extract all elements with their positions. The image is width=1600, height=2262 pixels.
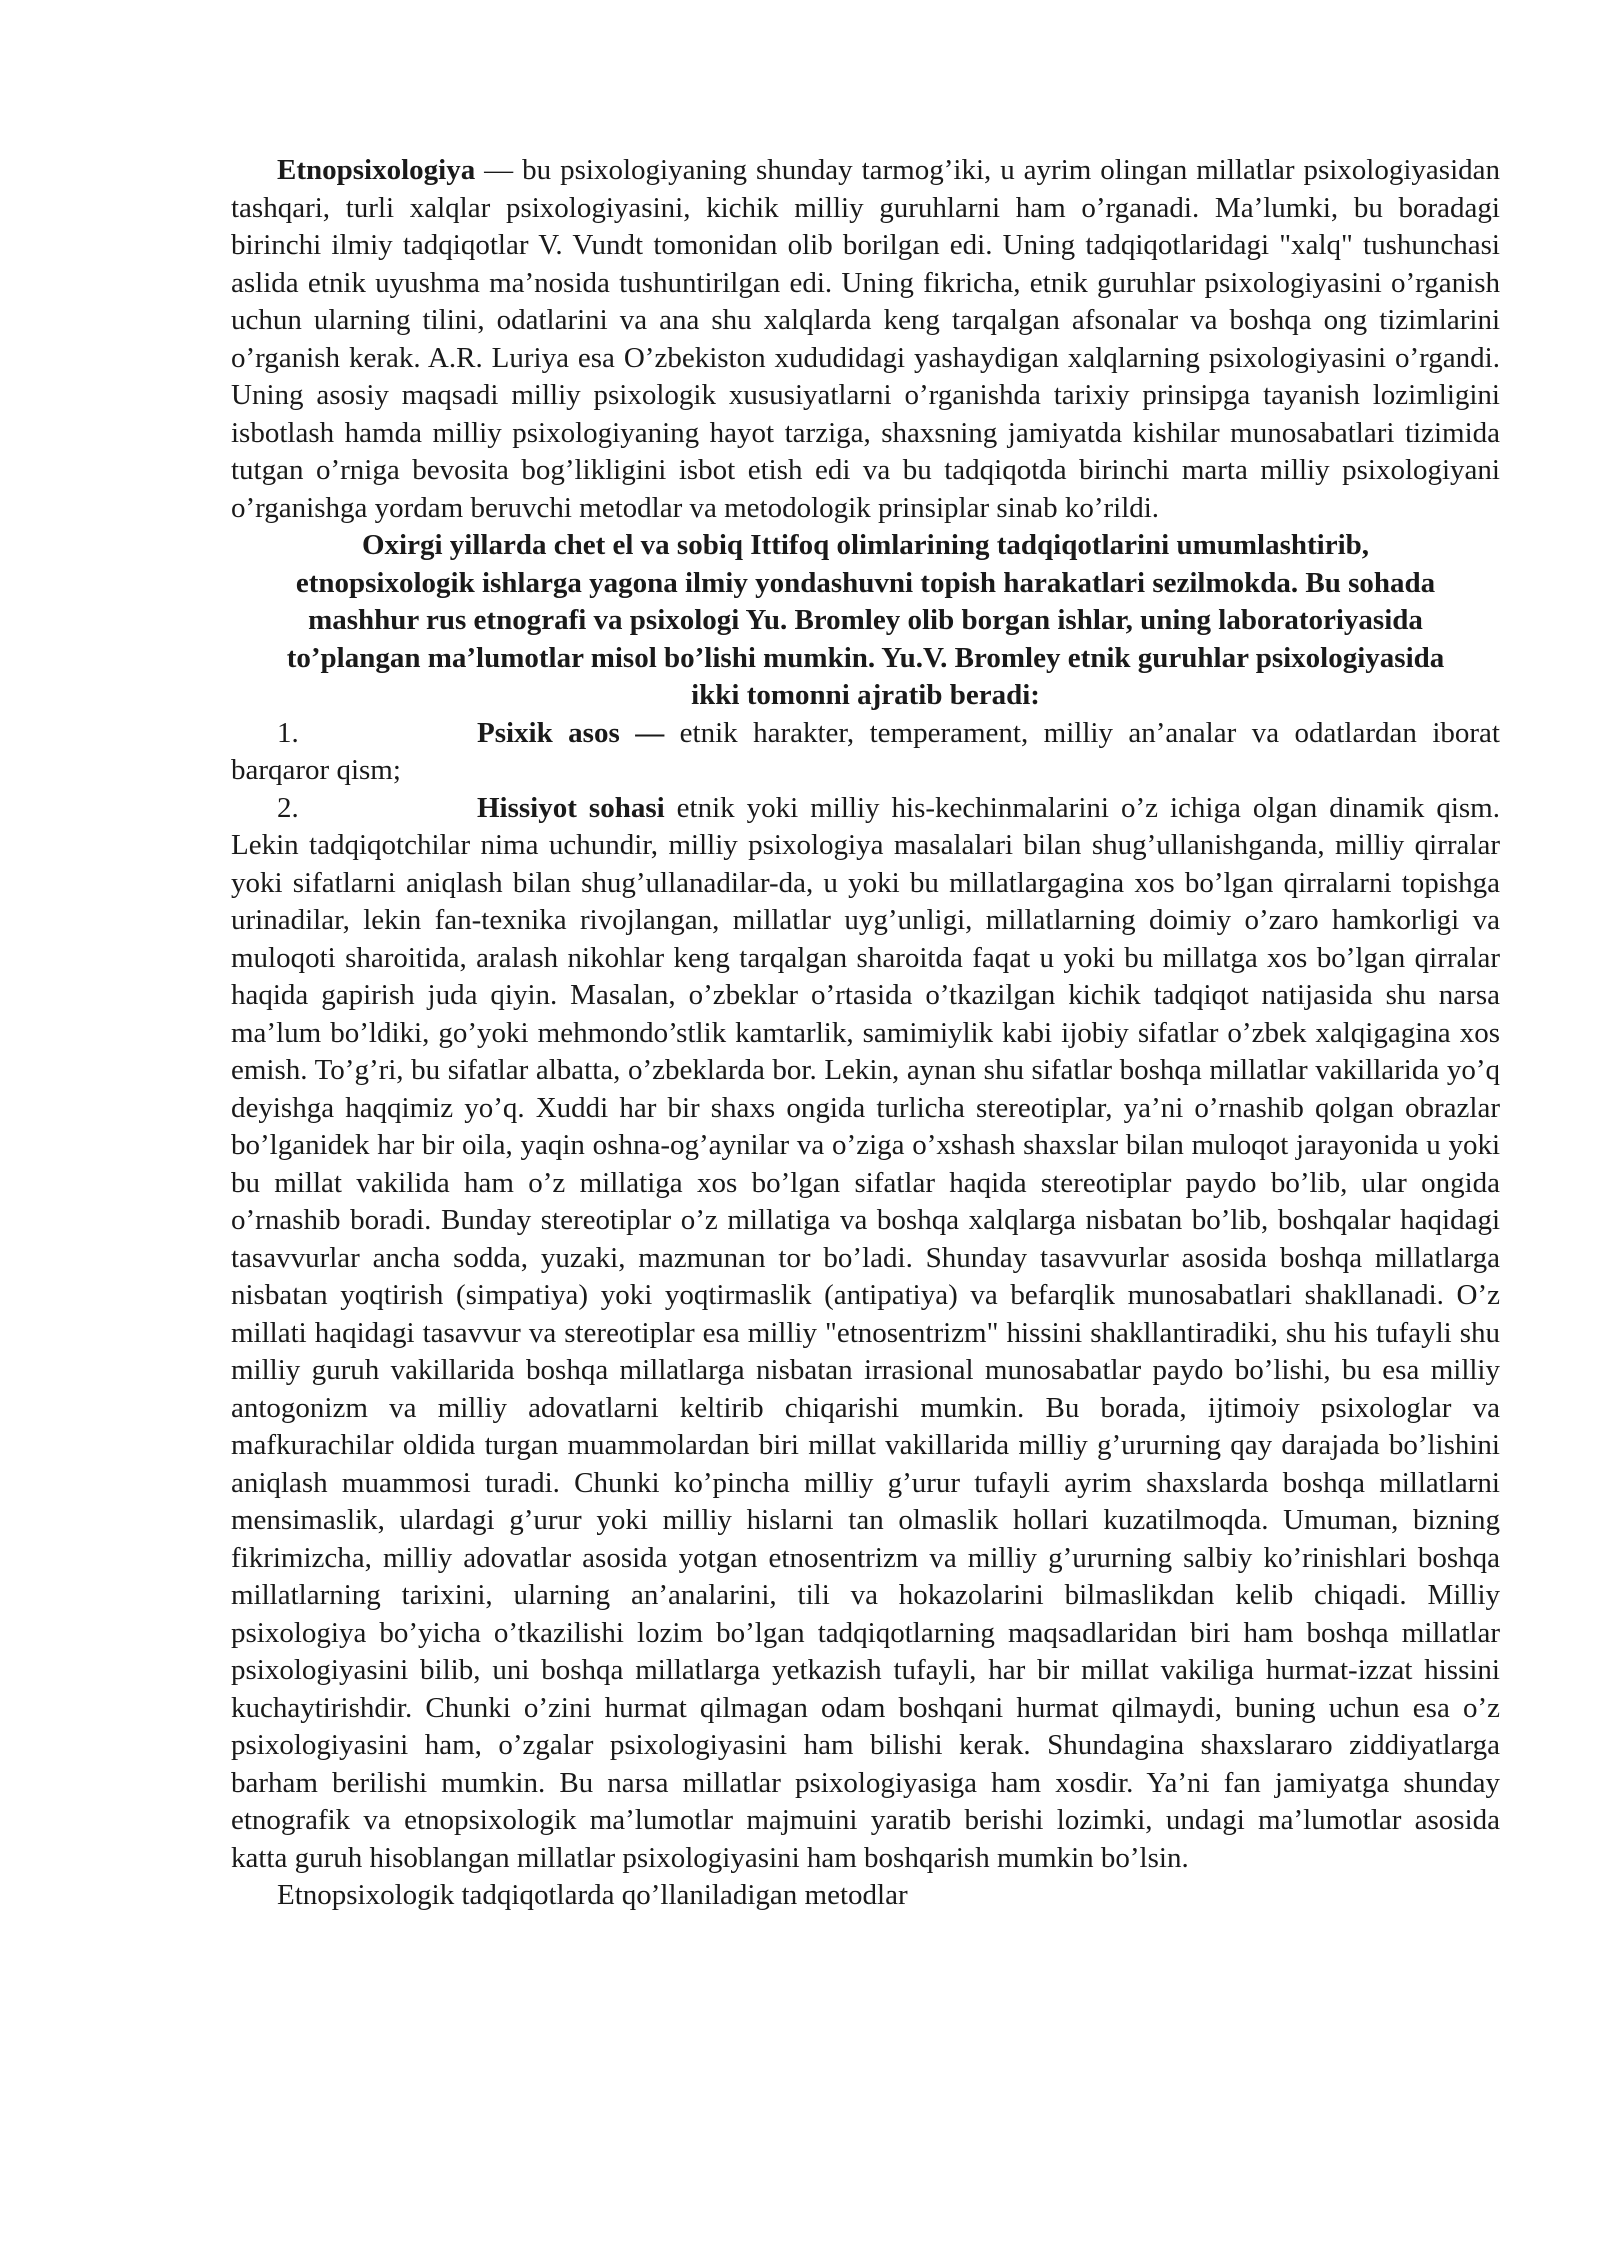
list-item-text: etnik harakter, temperament, milliy an’analar va odatlardan iborat barqaror qism; bbox=[231, 716, 1500, 786]
centered-bold-paragraph: Oxirgi yillarda chet el va sobiq Ittifoq olimlarining tadqiqotlarini umumlashtirib, etnopsixologik ishlarga yagona ilmiy yondashuvni topish harakatlari sezilmokda. Bu sohada mashhur rus etnografi va psixologi Yu. Bromley olib borgan ishlar, uning laboratoriyasida to’plangan ma’lumotlar misol bo’lishi mumkin. Yu.V. Bromley etnik guruhlar psixologiyasida ikki tomonni ajratib beradi: bbox=[286, 529, 1445, 711]
intro-term: Etnopsixologiya bbox=[277, 154, 476, 186]
list-item-number: 2. bbox=[277, 791, 299, 824]
list-item-2 bbox=[231, 790, 1500, 1878]
list-item-number: 1. bbox=[277, 716, 299, 749]
intro-paragraph bbox=[231, 152, 1500, 527]
list-item-term: Psixik asos — bbox=[477, 716, 665, 749]
intro-text: — bu psixologiyaning shunday tarmog’iki, u ayrim olingan millatlar psixologiyasidan tashqari, turli xalqlar psixologiyasini, kichik milliy guruhlarni ham o’rganadi. Ma’lumki, bu boradagi birinchi ilmiy tadqiqotlar V. Vundt tomonidan olib borilgan edi. Uning tadqiqotlaridagi "xalq" tushunchasi aslida etnik uyushma ma’nosida tushuntirilgan edi. Uning fikricha, etnik guruhlar psixologiyasini o’rganish uchun ularning tilini, odatlarini va ana shu xalqlarda keng tarqalgan afsonalar va boshqa ong tizimlarini o’rganish kerak. A.R. Luriya esa O’zbekiston xududidagi yashaydigan xalqlarning psixologiyasini o’rgandi. Uning asosiy maqsadi milliy psixologik xususiyatlarni o’rganishda tarixiy prinsipga tayanish lozimligini isbotlash hamda milliy psixologiyaning hayot tarziga, shaxsning jamiyatda kishilar munosabatlari tizimida tutgan o’rniga bevosita bog’likligini isbot etish edi va bu tadqiqotda birinchi marta milliy psixologiyani o’rganishga yordam beruvchi metodlar va metodologik prinsiplar sinab ko’rildi. bbox=[231, 154, 1500, 524]
list-item-text: etnik yoki milliy his-kechinmalarini o’z ichiga olgan dinamik qism. Lekin tadqiqotchilar nima uchundir, milliy psixologiya masalalari bilan shug’ullanishganda, milliy qirralar yoki sifatlarni aniqlash bilan shug’ullanadilar-da, u yoki bu millatlargagina xos bo’lgan qirralarni topishga urinadilar, lekin fan-texnika rivojlangan, millatlar uyg’unligi, millatlarning doimiy o’zaro hamkorligi va muloqoti sharoitida, aralash nikohlar keng tarqalgan sharoitda faqat u yoki bu millatga xos bo’lgan qirralar haqida gapirish juda qiyin. Masalan, o’zbeklar o’rtasida o’tkazilgan kichik tadqiqot natijasida shu narsa ma’lum bo’ldiki, go’yoki mehmondo’stlik kamtarlik, samimiylik kabi ijobiy sifatlar o’zbek xalqigagina xos emish. To’g’ri, bu sifatlar albatta, o’zbeklarda bor. Lekin, aynan shu sifatlar boshqa millatlar vakillarida yo’q deyishga haqqimiz yo’q. Xuddi har bir shaxs ongida turlicha stereotiplar, ya’ni o’rnashib qolgan obrazlar bo’lganidek har bir oila, yaqin oshna-og’aynilar va o’ziga o’xshash shaxslar bilan muloqot jarayonida u yoki bu millat vakilida ham o’z millatiga xos bo’lgan sifatlar haqida stereotiplar paydo bo’lib, ular ongida o’rnashib boradi. Bunday stereotiplar o’z millatiga va boshqa xalqlarga nisbatan bo’lib, boshqalar haqidagi tasavvurlar ancha sodda, yuzaki, mazmunan tor bo’ladi. Shunday tasavvurlar asosida boshqa millatlarga nisbatan yoqtirish (simpatiya) yoki yoqtirmaslik (antipatiya) va befarqlik munosabatlari shakllanadi. O’z millati haqidagi tasavvur va stereotiplar esa milliy "etnosentrizm" hissini shakllantiradiki, shu his tufayli shu milliy guruh vakillarida boshqa millatlarga nisbatan irrasional munosabatlar paydo bo’lishi, bu esa milliy antogonizm va milliy adovatlarni keltirib chiqarishi mumkin. Bu borada, ijtimoiy psixologlar va mafkurachilar oldida turgan muammolardan biri millat vakillarida milliy g’ururning qay darajada bo’lishini aniqlash muammosi turadi. Chunki ko’pincha milliy g’urur tufayli ayrim shaxslarda boshqa millatlarni mensimaslik, ulardagi g’urur yoki milliy hislarni tan olmaslik hollari kuzatilmoqda. Umuman, bizning fikrimizcha, milliy adovatlar asosida yotgan etnosentrizm va milliy g’ururning salbiy ko’rinishlari boshqa millatlarning tarixini, ularning an’analarini, tili va hokazolarini bilmaslikdan kelib chiqadi. Milliy psixologiya bo’yicha o’tkazilishi lozim bo’lgan tadqiqotlarning maqsadlaridan biri ham boshqa millatlar psixologiyasini bilib, uni boshqa millatlarga yetkazish tufayli, har bir millat vakiliga hurmat-izzat hissini kuchaytirishdir. Chunki o’zini hurmat qilmagan odam boshqani hurmat qilmaydi, buning uchun esa o’z psixologiyasini ham, o’zgalar psixologiyasini ham bilishi kerak. Shundagina shaxslararo ziddiyatlarga barham berilishi mumkin. Bu narsa millatlar psixologiyasiga ham xosdir. Ya’ni fan jamiyatga shunday etnografik va etnopsixologik ma’lumotlar majmuini yaratib berishi lozimki, undagi ma’lumotlar asosida katta guruh hisoblangan millatlar psixologiyasini ham boshqarish mumkin bo’lsin. bbox=[231, 791, 1500, 1874]
closing-line: Etnopsixologik tadqiqotlarda qo’llaniladigan metodlar bbox=[277, 1879, 908, 1911]
document-page bbox=[231, 152, 1500, 1915]
list-item-term: Hissiyot sohasi bbox=[477, 791, 665, 824]
list-item-1 bbox=[231, 715, 1500, 790]
